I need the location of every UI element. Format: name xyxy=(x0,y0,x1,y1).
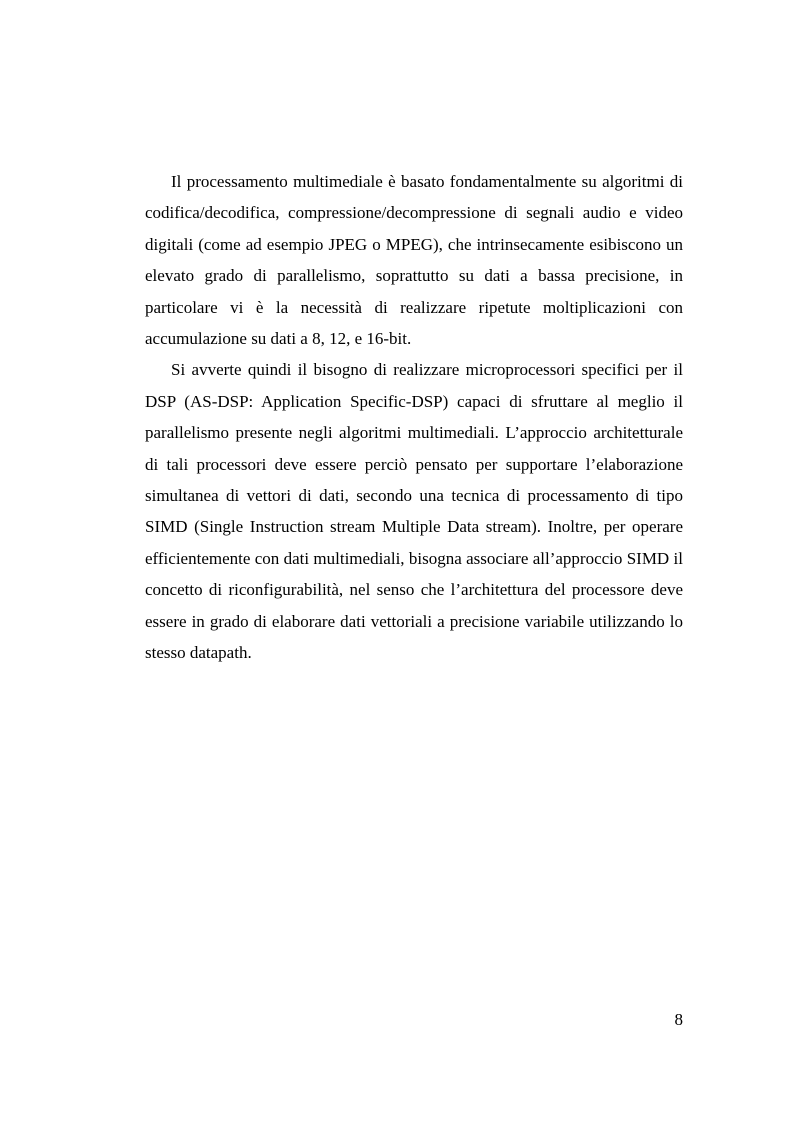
page-number: 8 xyxy=(674,1010,683,1029)
body-text xyxy=(145,166,683,669)
paragraph-2: Si avverte quindi il bisogno di realizzare microprocessori specifici per il DSP (AS-DSP: Application Specific-DSP) capaci di sfruttare al meglio il parallelismo presente negli algoritmi multimediali. L’approccio architetturale di tali processori deve essere perciò pensato per supportare l’elaborazione simultanea di vettori di dati, secondo una tecnica di processamento di tipo SIMD (Single Instruction stream Multiple Data stream). Inoltre, per operare efficientemente con dati multimediali, bisogna associare all’approccio SIMD il concetto di riconfigurabilità, nel senso che l’architettura del processore deve essere in grado di elaborare dati vettoriali a precisione variabile utilizzando lo stesso datapath. xyxy=(145,360,683,663)
paragraph-1: Il processamento multimediale è basato fondamentalmente su algoritmi di codifica/decodifica, compressione/decompressione di segnali audio e video digitali (come ad esempio JPEG o MPEG), che intrinsecamente esibiscono un elevato grado di parallelismo, soprattutto su dati a bassa precisione, in particolare vi è la necessità di realizzare ripetute moltiplicazioni con accumulazione su dati a 8, 12, e 16-bit. xyxy=(145,172,683,349)
